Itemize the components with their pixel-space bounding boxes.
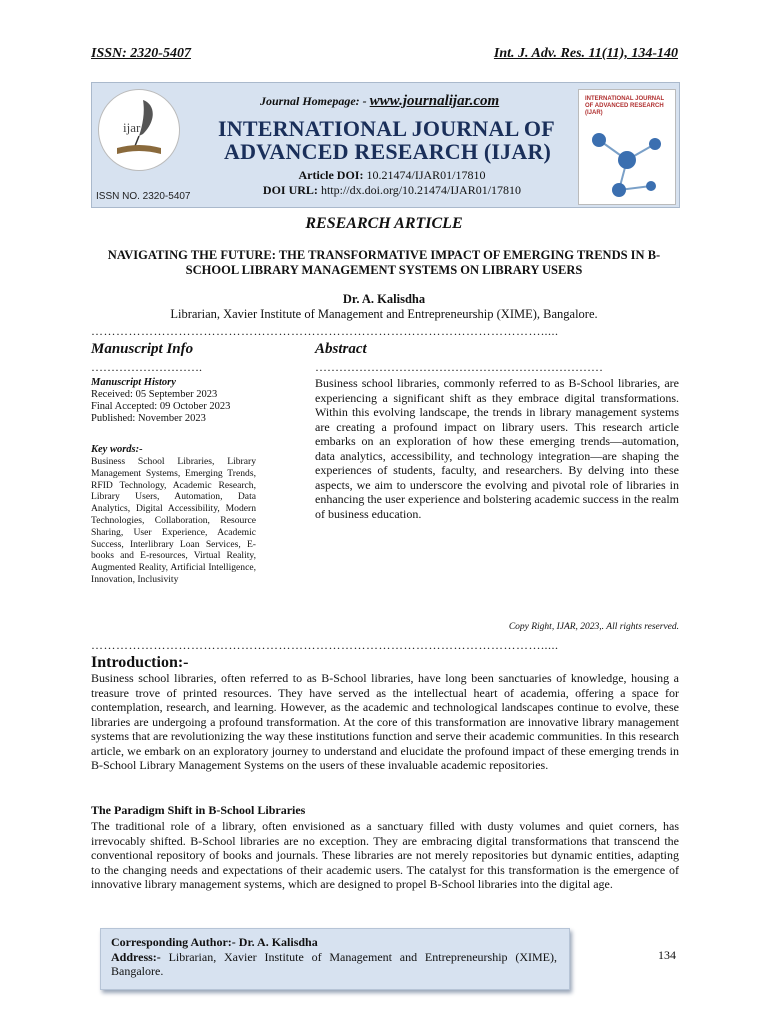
manuscript-info-heading: Manuscript Info [91, 341, 194, 357]
manuscript-dots: ………………………. [91, 360, 202, 374]
paradigm-shift-paragraph: The traditional role of a library, often envisioned as a sanctuary filled with dusty volumes and quiet corners, has irrevocably shifted. B-School libraries are no exception. They are embracing digital transformations that transcend the conventional repository of books and journals. These libraries are not merely repositories but dynamic entities, adapting to the changing needs and expectations of their academic users. The catalyst for this transformation is the emergence of innovative library management systems, which are designed to propel B-School libraries into the digital age. [91, 819, 679, 891]
journal-banner [91, 82, 680, 208]
article-type: RESEARCH ARTICLE [305, 215, 463, 232]
introduction-heading: Introduction:- [91, 654, 189, 671]
journal-title-line2: ADVANCED RESEARCH (IJAR) [224, 139, 552, 164]
author-affiliation: Librarian, Xavier Institute of Management and Entrepreneurship (XIME), Bangalore. [170, 307, 598, 321]
corresponding-author-box [100, 928, 570, 990]
journal-homepage [260, 93, 499, 110]
address-label: Address:- [111, 949, 161, 964]
journal-title-line1: INTERNATIONAL JOURNAL OF [218, 116, 555, 141]
citation-header: Int. J. Adv. Res. 11(11), 134-140 [493, 46, 678, 61]
received-date: Received: 05 September 2023 [91, 389, 218, 400]
page-number: 134 [658, 948, 676, 962]
keywords-block [91, 444, 256, 586]
abstract-text: Business school libraries, commonly referred to as B-School libraries, are experiencing a significant shift as they embrace digital transformations. Within this evolving landscape, the trends in library management systems are creating a profound impact on library users. This research article embarks on an exploration of how these emerging trends—automation, data analytics, accessibility, and technology integration—are shaping the experiences of students, faculty, and researchers. By delving into these aspects, we aim to underscore the evolving and pivotal role of libraries in enhancing the user experience and bolstering academic success in the realm of business education. [315, 376, 679, 521]
keywords-text: Business School Libraries, Library Management Systems, Emerging Trends, RFID Technology, Academic Research, Library Users, Automation, Data Analytics, Digital Accessibility, Modern Technologies, Collaboration, Resource Sharing, User Experience, Academic Success, Interlibrary Loan Services, E-books and E-resources, Virtual Reality, Augmented Reality, Artificial Intelligence, Innovation, Inclusivity [91, 456, 256, 585]
corresponding-address [111, 950, 557, 979]
ijar-logo [98, 89, 180, 171]
copyright: Copy Right, IJAR, 2023,. All rights reserved. [508, 622, 679, 632]
doi-block [222, 168, 562, 198]
corresponding-author-content [111, 935, 557, 979]
history-label: Manuscript History [91, 377, 176, 388]
author-name: Dr. A. Kalisdha [342, 292, 426, 306]
cover-title: INTERNATIONAL JOURNAL OF ADVANCED RESEARCH (IJAR) [585, 96, 665, 116]
journal-title [218, 117, 555, 163]
keywords-label: Key words:- [91, 444, 143, 455]
address-text: Librarian, Xavier Institute of Management and Entrepreneurship (XIME), Bangalore. [111, 949, 557, 978]
doi-url-label: DOI URL: [262, 183, 318, 197]
introduction-paragraph: Business school libraries, often referred to as B-School libraries, have long been sanctuaries of knowledge, housing a treasure trove of printed resources. They have served as the intellectual heart of academia, offering a space for contemplation, research, and learning. However, as the academic and technological landscapes continue to evolve, these libraries are undergoing a profound transformation. At the core of this transformation are innovative library management systems that are revolutionizing the way these institutions function and serve their academic communities. In this research article, we embark on an exploratory journey to understand and elucidate the profound impact of these emerging trends in B-School Library Management Systems on the users of these invaluable academic repositories. [91, 671, 679, 772]
molecule-icon [579, 120, 675, 204]
doi-url-link[interactable]: http://dx.doi.org/10.21474/IJAR01/17810 [320, 183, 522, 197]
homepage-link[interactable]: www.journalijar.com [369, 93, 500, 109]
journal-cover [578, 89, 676, 205]
doi-value: 10.21474/IJAR01/17810 [366, 168, 486, 182]
homepage-label: Journal Homepage: - [260, 94, 367, 108]
separator-bottom: ………………………………………………………………………………………………..... [91, 638, 559, 652]
issn-header: ISSN: 2320-5407 [91, 46, 191, 61]
accepted-date: Final Accepted: 09 October 2023 [91, 401, 231, 412]
corresponding-author-label: Corresponding Author:- Dr. A. Kalisdha [111, 935, 318, 949]
published-date: Published: November 2023 [91, 413, 206, 424]
separator-top: ………………………………………………………………………………………………..... [91, 324, 559, 338]
abstract-heading: Abstract [315, 341, 367, 357]
paradigm-shift-heading: The Paradigm Shift in B-School Libraries [91, 803, 306, 817]
issn-number: ISSN NO. 2320-5407 [96, 191, 191, 202]
article-title: NAVIGATING THE FUTURE: THE TRANSFORMATIVE IMPACT OF EMERGING TRENDS IN B-SCHOOL LIBRARY MANAGEMENT SYSTEMS ON LIBRARY USERS [107, 248, 661, 277]
abstract-dots: ……………………………………………………………… [315, 360, 603, 374]
logo-text: ijar [123, 120, 141, 135]
manuscript-history [91, 377, 256, 425]
doi-label: Article DOI: [298, 168, 364, 182]
